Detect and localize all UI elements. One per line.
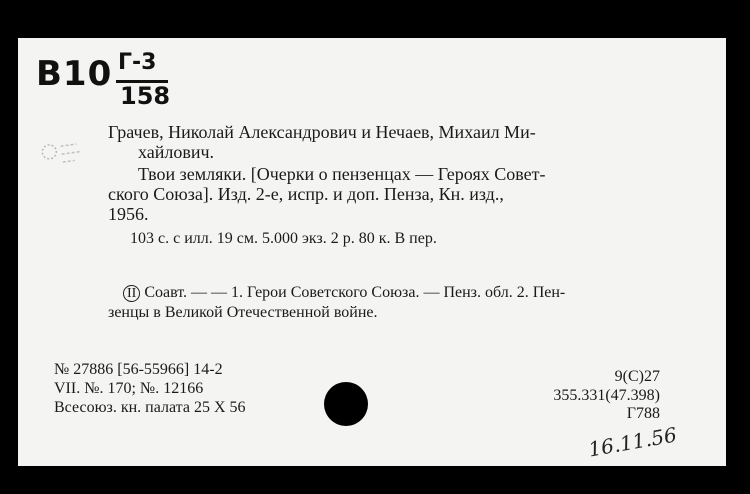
punch-hole — [324, 382, 368, 426]
classification-code: 9(С)27 — [614, 368, 660, 385]
tracing-marker: II — [123, 285, 140, 302]
tracing-line-2: зенцы в Великой Отечественной войне. — [108, 304, 378, 321]
author-heading: Грачев, Николай Александрович и Нечаев, Михаил Ми- — [108, 122, 536, 142]
author-mark: Г788 — [626, 405, 660, 422]
tracing-line-1 — [123, 284, 565, 302]
handwritten-date: 16.11.56 — [586, 422, 679, 462]
title-line-3: 1956. — [108, 204, 149, 224]
faded-stamp-icon — [35, 133, 90, 180]
title-line-2: ского Союза]. Изд. 2-е, испр. и доп. Пенза, Кн. изд., — [108, 184, 504, 204]
shelfmark-top: Г-3 — [118, 50, 157, 75]
udc-code: 355.331(47.398) — [553, 387, 660, 404]
author-heading-continuation: хайлович. — [138, 142, 215, 162]
title-line-1: Твои земляки. [Очерки о пензенцах — Героях Совет- — [138, 164, 546, 184]
shelfmark-main: B10 — [36, 54, 113, 94]
footer-left-2: VII. №. 170; №. 12166 — [54, 380, 204, 397]
shelfmark-bottom: 158 — [120, 82, 171, 110]
footer-left-1: № 27886 [56-55966] 14-2 — [54, 361, 223, 378]
catalog-card — [18, 38, 726, 466]
collation: 103 с. с илл. 19 см. 5.000 экз. 2 р. 80 к. В пер. — [130, 230, 437, 247]
tracing-text-1: Соавт. — — 1. Герои Советского Союза. — Пенз. обл. 2. Пен- — [144, 284, 566, 301]
footer-left-3: Всесоюз. кн. палата 25 X 56 — [54, 399, 246, 416]
